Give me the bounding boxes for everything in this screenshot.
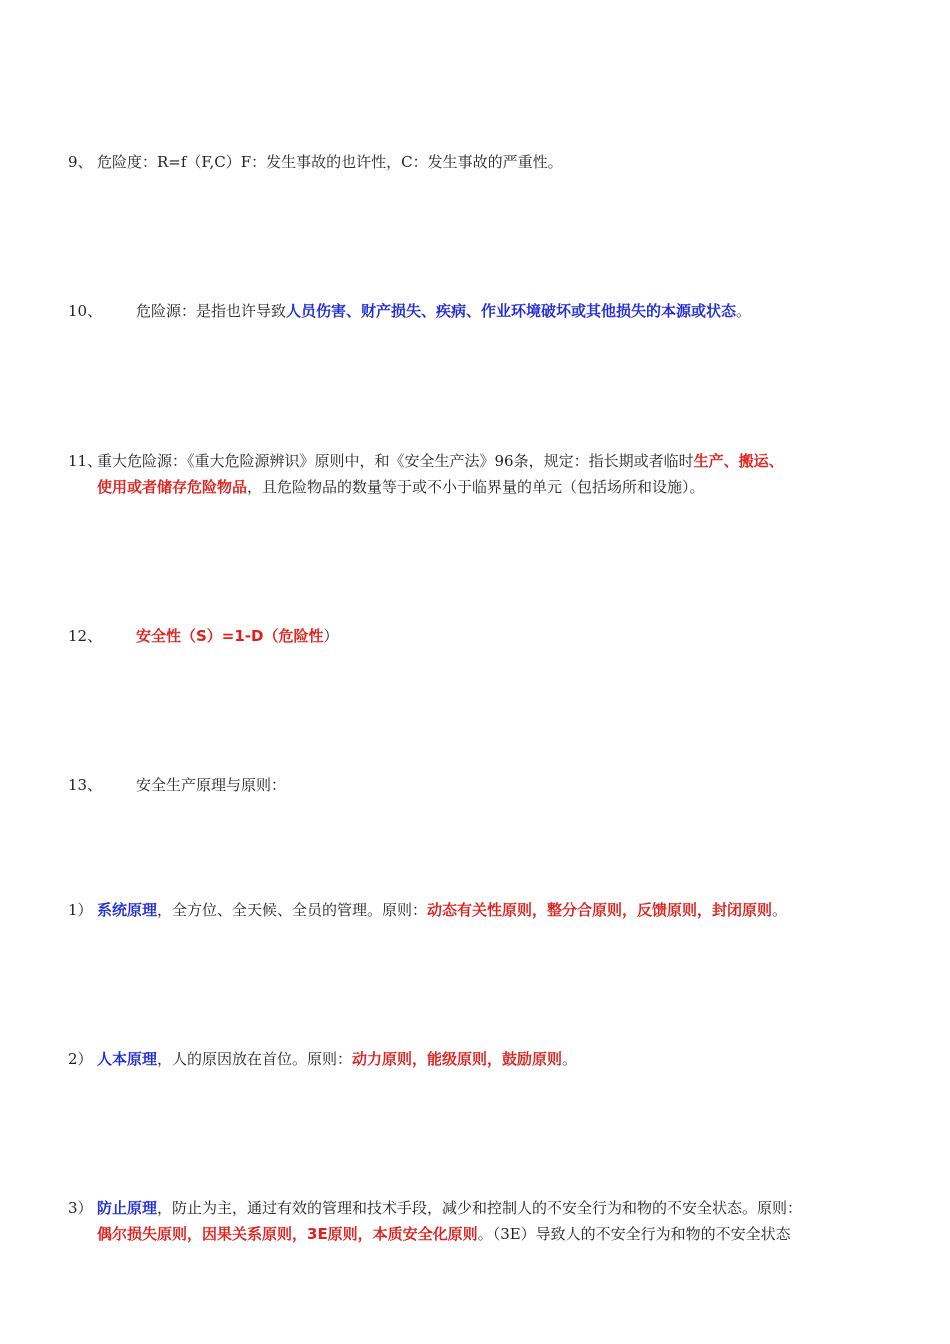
- line: [68, 1195, 888, 1221]
- highlight-red: 使用或者储存危险物品: [97, 478, 248, 496]
- paragraph-13: [68, 772, 888, 798]
- text-segment: 。: [562, 1050, 578, 1068]
- text-segment: 。: [736, 302, 752, 320]
- paragraph-9: [68, 149, 888, 175]
- text-segment: 。（3E）导致人的不安全行为和物的不安全状态: [477, 1225, 791, 1243]
- text-segment: 。: [772, 901, 788, 919]
- text-segment: ，且危险物品的数量等于或不小于临界量的单元（包括场所和设施）。: [247, 478, 705, 496]
- item-number: 1）: [68, 901, 93, 919]
- highlight-blue: 系统原理: [97, 901, 158, 919]
- text-segment: ，人的原因放在首位。原则：: [157, 1050, 353, 1068]
- item-number: 2）: [68, 1050, 93, 1068]
- line: [68, 448, 888, 474]
- paragraph-principle-2: [68, 1046, 888, 1072]
- highlight-red: 生产、搬运、: [693, 452, 784, 470]
- text-segment: ）: [323, 627, 339, 645]
- item-number: 10、: [68, 302, 103, 320]
- highlight-red: 偶尔损失原则，因果关系原则，3E原则，本质安全化原则: [97, 1225, 478, 1243]
- text-segment: 危险度：R=f（F,C）F：发生事故的也许性，C：发生事故的严重性。: [97, 153, 563, 171]
- text-segment: ，全方位、全天候、全员的管理。原则：: [157, 901, 428, 919]
- item-number: 3）: [68, 1199, 93, 1217]
- item-number: 12、: [68, 627, 103, 645]
- item-number: 11、: [68, 452, 103, 470]
- paragraph-10: [68, 298, 888, 324]
- line: [68, 474, 888, 500]
- paragraph-principle-1: [68, 897, 888, 923]
- highlight-blue: 人员伤害、财产损失、疾病、作业环境破坏或其他损失的本源或状态: [286, 302, 737, 320]
- text-segment: 危险源：是指也许导致: [136, 302, 287, 320]
- paragraph-11: [68, 448, 888, 500]
- paragraph-principle-3: [68, 1195, 888, 1247]
- highlight-red: 动态有关性原则，整分合原则，反馈原则，封闭原则: [427, 901, 773, 919]
- highlight-blue: 人本原理: [97, 1050, 158, 1068]
- highlight-red: 动力原则，能级原则，鼓励原则: [352, 1050, 563, 1068]
- item-number: 13、: [68, 776, 103, 794]
- highlight-blue: 防止原理: [97, 1199, 158, 1217]
- line: [68, 1221, 888, 1247]
- item-number: 9、: [68, 153, 93, 171]
- text-segment: ，防止为主，通过有效的管理和技术手段，减少和控制人的不安全行为和物的不安全状态。原则：: [157, 1199, 803, 1217]
- highlight-red: 安全性（S）=1-D（危险性: [136, 627, 324, 645]
- text-segment: 重大危险源：《重大危险源辨识》原则中，和《安全生产法》96条，规定：指长期或者临时: [97, 452, 694, 470]
- text-segment: 安全生产原理与原则：: [136, 776, 287, 794]
- paragraph-12: [68, 623, 888, 649]
